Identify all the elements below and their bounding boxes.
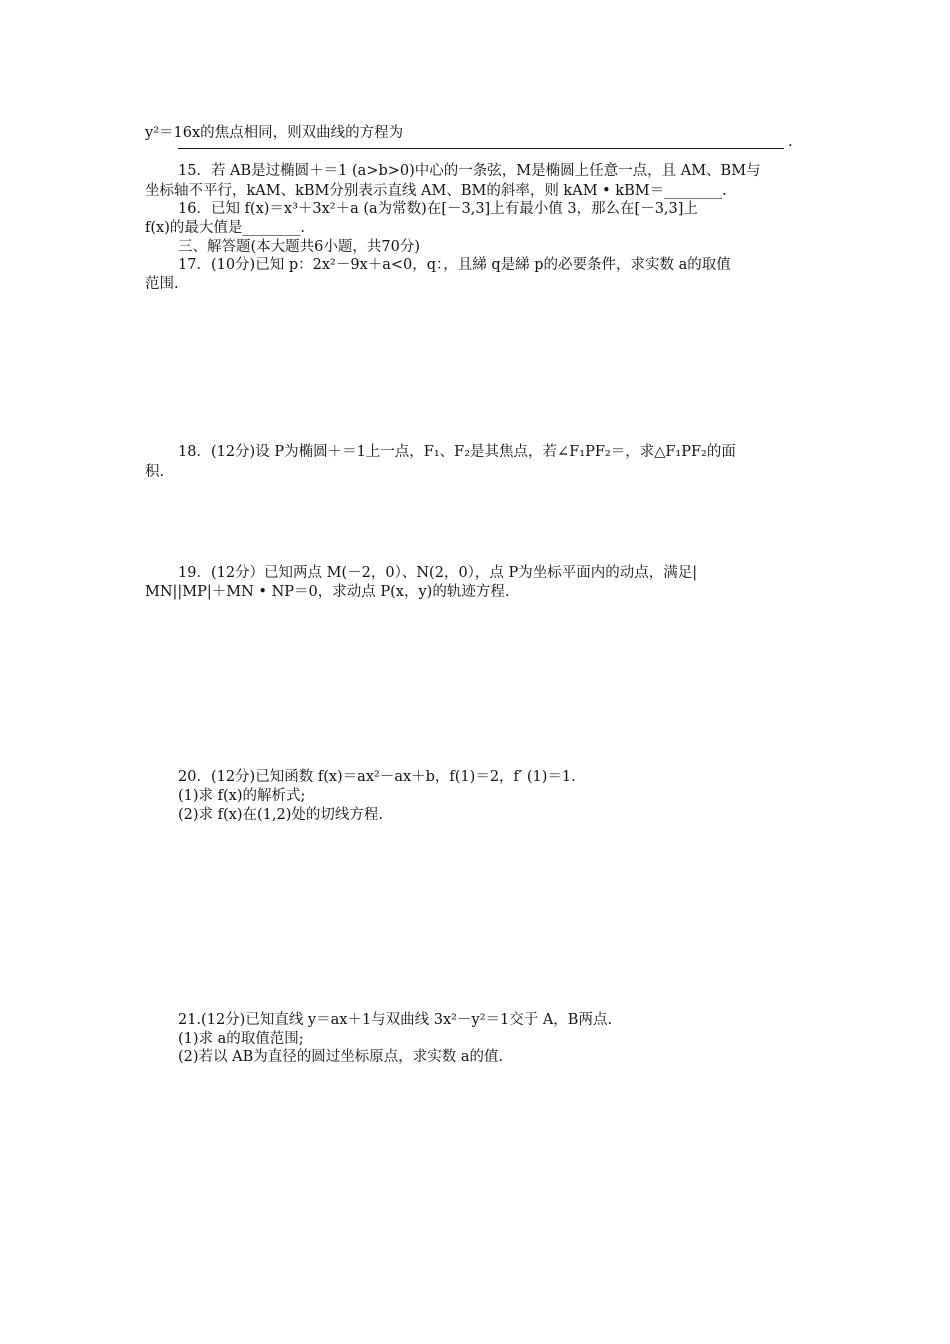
text-line-q18-1: 18．(12分)设 P为椭圆＋＝1上一点，F₁、F₂是其焦点，若∠F₁PF₂＝，求△F₁PF₂的面 xyxy=(178,444,736,460)
text-line-q19-1: 19．(12分）已知两点 M(－2，0）、N(2，0），点 P为坐标平面内的动点，满足| xyxy=(178,565,698,581)
text-line-q20-3: (2)求 f(x)在(1,2)处的切线方程. xyxy=(178,807,383,823)
text-line-q20-1: 20．(12分)已知函数 f(x)＝ax²－ax＋b，f(1)＝2，f′ (1)＝1. xyxy=(178,769,576,785)
text-line-q16-2: f(x)的最大值是________. xyxy=(145,220,305,236)
text-line-q17-1: 17．(10分)已知 p：2x²－9x＋a<0，q：，且綈 q是綈 p的必要条件，求实数 a的取值 xyxy=(178,257,731,273)
text-line-q21-1: 21.(12分)已知直线 y＝ax＋1与双曲线 3x²－y²＝1交于 A，B两点. xyxy=(178,1012,613,1028)
section-heading: 三、解答题(本大题共6小题，共70分) xyxy=(178,239,420,255)
text-line-q14-end: y²＝16x的焦点相同，则双曲线的方程为 xyxy=(145,125,404,141)
answer-blank-line xyxy=(178,148,784,149)
text-line-q21-3: (2)若以 AB为直径的圆过坐标原点，求实数 a的值. xyxy=(178,1049,504,1065)
text-line-q21-2: (1)求 a的取值范围; xyxy=(178,1031,304,1047)
text-line-q15-1: 15．若 AB是过椭圆＋＝1 (a>b>0)中心的一条弦，M是椭圆上任意一点，且 AM、BM与 xyxy=(178,163,761,179)
text-line-q20-2: (1)求 f(x)的解析式; xyxy=(178,788,306,804)
text-line-q15-2: 坐标轴不平行，kAM、kBM分别表示直线 AM、BM的斜率，则 kAM • kBM＝________. xyxy=(145,183,727,199)
text-line-q18-2: 积. xyxy=(145,464,165,480)
blank-period: . xyxy=(788,134,793,150)
text-line-q19-2: MN||MP|＋MN • NP＝0，求动点 P(x，y)的轨迹方程. xyxy=(145,584,510,600)
text-line-q16-1: 16．已知 f(x)＝x³＋3x²＋a (a为常数)在[－3,3]上有最小值 3，那么在[－3,3]上 xyxy=(178,201,698,217)
text-line-q17-2: 范围. xyxy=(145,276,179,292)
